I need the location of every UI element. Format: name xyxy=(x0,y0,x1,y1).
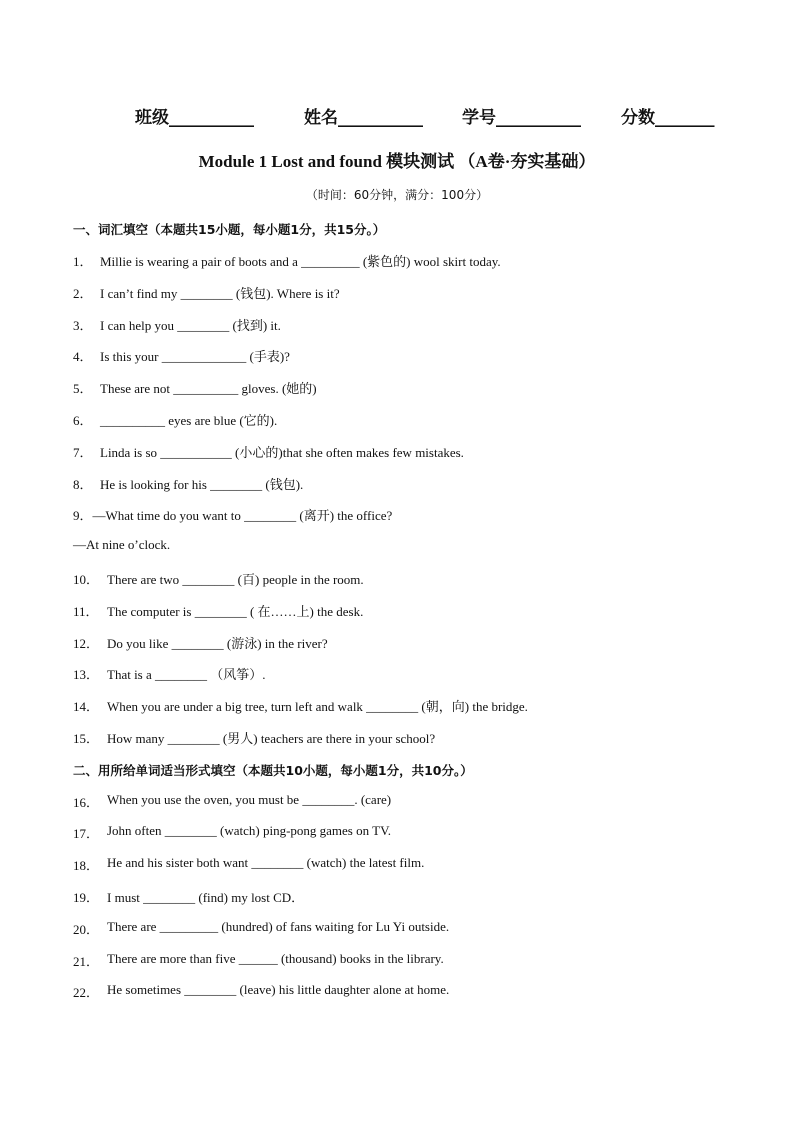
student-number-field: 学号__________ xyxy=(462,108,581,128)
question-number: 6． xyxy=(73,413,93,428)
question-number: 8． xyxy=(73,477,93,492)
question-text: That is a ________ （风筝）. xyxy=(107,667,266,682)
question-number: 2． xyxy=(73,286,93,301)
question-text: How many ________ (男人) teachers are there in your school? xyxy=(107,731,436,746)
question-number: 7． xyxy=(73,445,93,460)
question-number: 18． xyxy=(73,858,100,873)
section-heading-word-forms: 二、用所给单词适当形式填空（本题共10小题，每小题1分，共10分。） xyxy=(73,763,473,778)
question-text: He is looking for his ________ (钱包). xyxy=(100,477,304,492)
question-number: 11． xyxy=(73,604,99,619)
question-number: 22． xyxy=(73,985,100,1000)
section-heading-vocabulary: 一、词汇填空（本题共15小题，每小题1分，共15分。） xyxy=(73,222,386,237)
question-number: 4． xyxy=(73,349,93,364)
question-text: There are more than five ______ (thousand) books in the library. xyxy=(107,951,444,966)
question-text: Is this your _____________ (手表)? xyxy=(100,349,290,364)
question-text: When you use the oven, you must be ________. (care) xyxy=(107,792,392,807)
question-text: The computer is ________ ( 在……上) the desk. xyxy=(107,604,364,619)
question-text: When you are under a big tree, turn left and walk ________ (朝，向) the bridge. xyxy=(107,699,528,714)
dialogue-answer: —At nine o’clock. xyxy=(73,537,171,552)
question-text: He sometimes ________ (leave) his little daughter alone at home. xyxy=(107,982,450,997)
question-text: Millie is wearing a pair of boots and a _________ (紫色的) wool skirt today. xyxy=(100,254,501,269)
question-number: 19． xyxy=(73,890,100,905)
question-text: There are two ________ (百) people in the room. xyxy=(107,572,364,587)
question-number: 15． xyxy=(73,731,100,746)
question-text: John often ________ (watch) ping-pong games on TV. xyxy=(107,823,392,838)
question-text: Linda is so ___________ (小心的)that she often makes few mistakes. xyxy=(100,445,464,460)
class-field: 班级__________ xyxy=(135,108,254,128)
question-number: 16． xyxy=(73,795,100,810)
question-text: I can’t find my ________ (钱包). Where is it? xyxy=(100,286,340,301)
question-number: 21． xyxy=(73,954,100,969)
question-text: I must ________ (find) my lost CD． xyxy=(107,890,305,905)
question-number: 3． xyxy=(73,318,93,333)
question-text: 9．—What time do you want to ________ (离开) the office? xyxy=(73,508,393,523)
question-text: Do you like ________ (游泳) in the river? xyxy=(107,636,328,651)
question-text: I can help you ________ (找到) it. xyxy=(100,318,281,333)
question-number: 13． xyxy=(73,667,100,682)
question-text: __________ eyes are blue (它的). xyxy=(100,413,278,428)
question-text: He and his sister both want ________ (watch) the latest film. xyxy=(107,855,425,870)
score-field: 分数_______ xyxy=(621,108,715,128)
question-number: 1． xyxy=(73,254,93,269)
student-info-row xyxy=(0,103,794,129)
question-number: 17． xyxy=(73,826,100,841)
question-number: 10． xyxy=(73,572,100,587)
question-number: 12． xyxy=(73,636,100,651)
page-subtitle: （时间：60分钟，满分：100分） xyxy=(305,188,489,202)
question-text: These are not __________ gloves. (她的) xyxy=(100,381,317,396)
question-text: There are _________ (hundred) of fans waiting for Lu Yi outside. xyxy=(107,919,450,934)
name-field: 姓名__________ xyxy=(304,108,423,128)
page-title: Module 1 Lost and found 模块测试 （A卷·夯实基础） xyxy=(198,152,596,171)
question-number: 14． xyxy=(73,699,100,714)
question-number: 20． xyxy=(73,922,100,937)
question-number: 5． xyxy=(73,381,93,396)
